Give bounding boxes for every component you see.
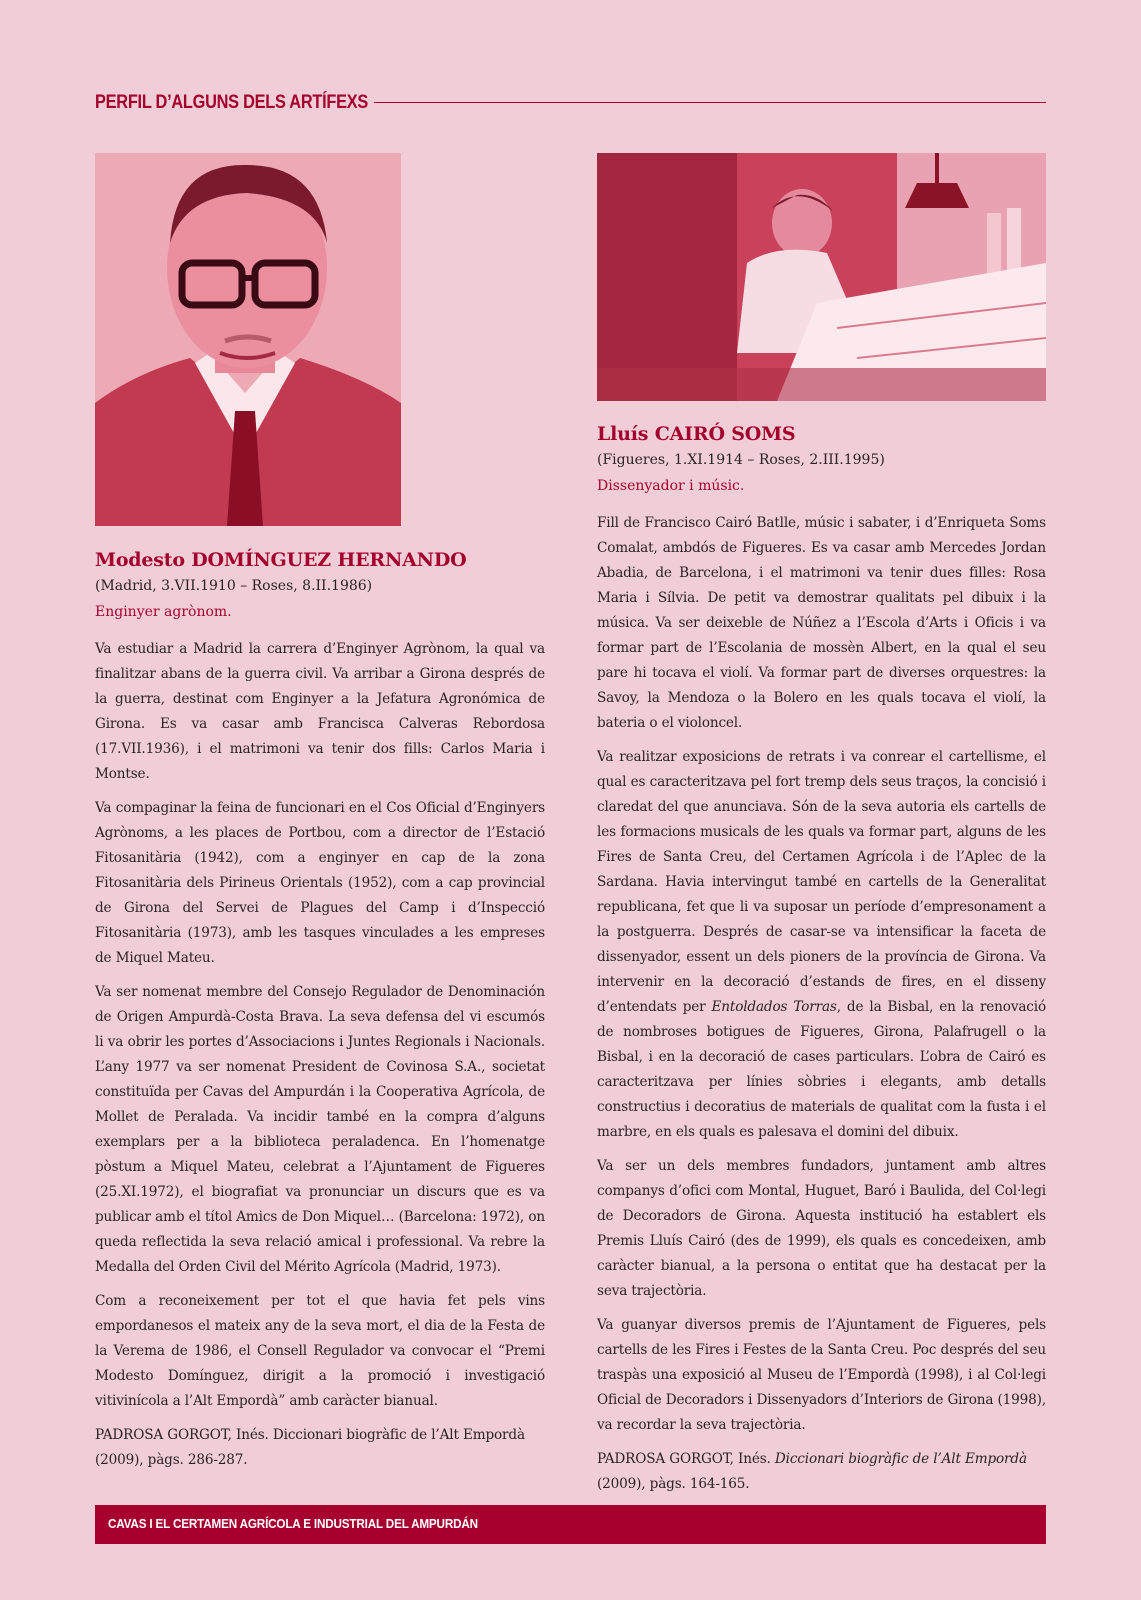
person-name: Lluís CAIRÓ SOMS [597,423,796,445]
text: Va realitzar exposicions de retrats i va conrear el cartellisme, el qual es caracteritzava pel fort tremp dels seus traços, la concisió i claredat del que anunciava. Són de la seva autoria els cartells de les formacions musicals de les quals va formar part, alguns de les Fires de Santa Creu, del Certamen Agrícola i de l’Aplec de la Sardana. Havia intervingut també en cartells de la Generalitat republicana, fet que li va suposar un període d’empresonament a la postguerra. Després de casar-se va intensificar la faceta de dissenyador, essent un dels pioners de la província de Girona. Va intervenir en la decoració d’estands de fires, en el disseny d’entendats per [597,749,1046,1015]
photo-cairo-drawing [597,153,1046,401]
person-role: Enginyer agrònom. [95,604,232,620]
text: , de la Bisbal, en la renovació de nombroses botigues de Figueres, Girona, Palafrugell o la Bisbal, i en la decoració de cases particulars. L’obra de Cairó es caracteritzava per línies sòbries i elegants, amb detalls constructius i decoratius de materials de qualitat com la fusta i el marbre, en els quals es palesava el domini del dibuix. [597,999,1047,1140]
paragraph: Va compaginar la feina de funcionari en el Cos Oficial d’Enginyers Agrònoms, a les places de Portbou, com a director de l’Estació Fitosanitària (1942), com a enginyer en cap de la zona Fitosanitària dels Pirineus Orientals (1952), com a cap provincial de Girona del Servei de Plagues del Camp i d’Inspecció Fitosanitària (1973), amb les tasques vinculades a les empreses de Miquel Mateu. [95,800,545,966]
paragraph: Va estudiar a Madrid la carrera d’Enginyer Agrònom, la qual va finalitzar abans de la guerra civil. Va arribar a Girona després de la guerra, destinat com Enginyer a la Jefatura Agronómica de Girona. Es va casar amb Francisca Calveras Rebordosa (17.VII.1936), i el matrimoni va tenir dos fills: Carlos Maria i Montse. [95,641,545,782]
footer-bar [95,1505,1046,1544]
header-title: PERFIL D’ALGUNS DELS ARTÍFEXS [95,92,369,113]
biography-cairo [597,421,1046,1506]
paragraph: Fill de Francisco Cairó Batlle, músic i sabater, i d’Enriqueta Soms Comalat, ambdós de Figueres. Es va casar amb Mercedes Jordan Abadia, de Barcelona, i el matrimoni va tenir dues filles: Rosa Maria i Sílvia. De petit va demostrar qualitats pel dibuix i la música. Va ser deixeble de Núñez a l’Escola d’Arts i Oficis i va formar part de l’Escolania de mossèn Albert, en la qual el seu pare hi tocava el violí. Va formar part de diverses orquestres: la Savoy, la Mendoza o la Bolero en les quals tocava el violí, la bateria o el violoncel. [597,515,1046,731]
person-name: Modesto DOMÍNGUEZ HERNANDO [95,549,467,571]
text: PADROSA GORGOT, Inés. [597,1451,775,1467]
paragraph: Va guanyar diversos premis de l’Ajuntament de Figueres, pels cartells de les Fires i Festes de la Santa Creu. Poc després del seu traspàs una exposició al Museu de l’Empordà (1998), i al Col·legi Oficial de Decoradors i Dissenyadors d’Interiors de Girona (1998), va recordar la seva trajectòria. [597,1317,1046,1433]
text: (2009), pàgs. 164-165. [597,1476,750,1492]
paragraph: Va ser nomenat membre del Consejo Regulador de Denominación de Origen Ampurdà-Costa Brava. La seva defensa del vi escumós li va obrir les portes d’Associacions i Juntes Regionals i Nacionals. L’any 1977 va ser nomenat President de Covinosa S.A., societat constituïda per Cavas del Ampurdán i la Cooperativa Agrícola, de Mollet de Peralada. Va incidir també en la compra d’alguns exemplars per a la biblioteca peraladenca. En l’homenatge pòstum a Miquel Mateu, celebrat a l’Ajuntament de Figueres (25.XI.1972), el biografiat va pronunciar un discurs que es va publicar amb el títol Amics de Don Miquel… (Barcelona: 1972), on queda reflectida la seva relació amical i professional. Va rebre la Medalla del Orden Civil del Mérito Agrícola (Madrid, 1973). [95,984,545,1275]
reference [597,1447,1046,1497]
person-dates: (Madrid, 3.VII.1910 – Roses, 8.II.1986) [95,578,373,594]
italic-text: Diccionari biogràfic de l’Alt Empordà [774,1451,1027,1467]
paragraph: Va ser un dels membres fundadors, juntament amb altres companys d’ofici com Montal, Huguet, Baró i Baulida, del Col·legi de Decoradors de Girona. Aquesta institució ha establert els Premis Lluís Cairó (des de 1999), els quals es concedeixen, amb caràcter bianual, a la persona o entitat que ha destacat per la seva trajectòria. [597,1158,1046,1299]
header-rule [374,102,1046,103]
paragraph [597,745,1046,1145]
italic-text: Entoldados Torras [711,999,837,1015]
person-dates: (Figueres, 1.XI.1914 – Roses, 2.III.1995) [597,452,885,468]
paragraph: Com a reconeixement per tot el que havia fet pels vins empordanesos el mateix any de la seva mort, el dia de la Festa de la Verema de 1986, el Consell Regulador va convocar el “Premi Modesto Domínguez, dirigit a la promoció i investigació vitivinícola a l’Alt Empordà” amb caràcter bianual. [95,1293,545,1409]
person-role: Dissenyador i músic. [597,478,745,494]
portrait-photo-dominguez [95,153,401,526]
footer-text: CAVAS I EL CERTAMEN AGRÍCOLA E INDUSTRIAL DEL AMPURDÁN [108,1516,478,1531]
reference: PADROSA GORGOT, Inés. Diccionari biogràfic de l’Alt Empordà (2009), pàgs. 286-287. [95,1427,525,1468]
biography-dominguez [95,547,545,1482]
